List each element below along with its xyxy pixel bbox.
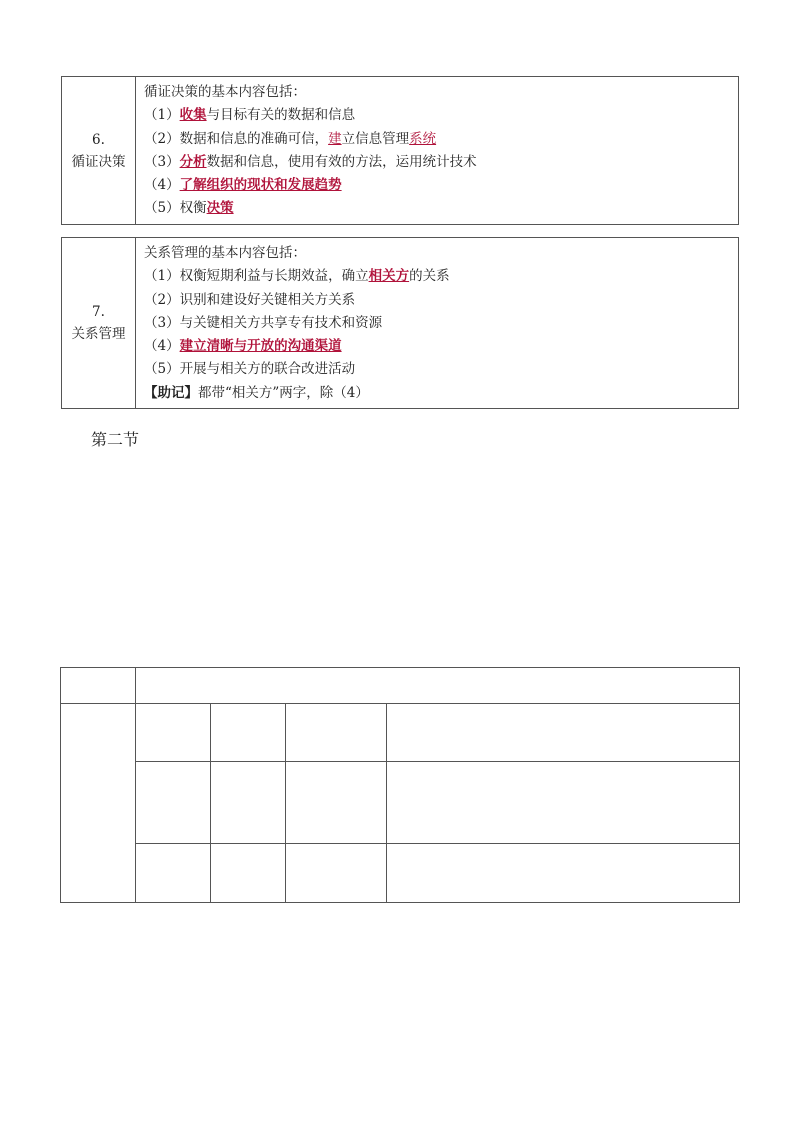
principle-7-item-5: （5）开展与相关方的联合改进活动 — [144, 361, 356, 378]
table-cell — [211, 844, 286, 903]
mnemonic-label: 【助记】 — [144, 384, 198, 401]
principle-7-content — [136, 238, 738, 408]
principle-7-label — [62, 238, 136, 408]
table-cell — [387, 844, 740, 903]
principle-6-item-5: （5）权衡决策 — [144, 200, 234, 217]
table-cell — [136, 844, 211, 903]
table-cell — [286, 762, 387, 844]
highlight-keyword: 系统 — [409, 130, 437, 147]
table-row — [61, 762, 740, 844]
table-cell — [286, 844, 387, 903]
principle-6-box — [61, 76, 739, 225]
highlight-keyword: 建 — [328, 130, 342, 147]
empty-grid-table — [60, 667, 740, 903]
principle-6-item-1: （1）收集与目标有关的数据和信息 — [144, 107, 356, 124]
table-cell — [211, 704, 286, 762]
principle-6-number: 6. — [92, 131, 105, 148]
principle-7-item-3: （3）与关键相关方共享专有技术和资源 — [144, 314, 383, 331]
principle-6-label — [62, 77, 136, 224]
highlight-keyword: 相关方 — [368, 268, 410, 285]
principle-6-name: 循证决策 — [71, 153, 126, 170]
principle-7-item-2: （2）识别和建设好关键相关方关系 — [144, 291, 356, 308]
principle-7-intro: 关系管理的基本内容包括： — [144, 245, 306, 261]
table-cell — [136, 668, 740, 704]
mnemonic-text: 都带“相关方”两字，除（4） — [198, 384, 369, 401]
table-cell — [136, 762, 211, 844]
principle-6-item-3: （3）分析数据和信息，使用有效的方法，运用统计技术 — [144, 153, 477, 170]
table-cell — [286, 704, 387, 762]
table-cell — [136, 704, 211, 762]
table-row — [61, 668, 740, 704]
principle-7-number: 7. — [92, 304, 105, 320]
principle-6-content — [136, 77, 738, 224]
table-cell — [387, 704, 740, 762]
section-title: 第二节 — [91, 430, 140, 449]
table-cell — [61, 704, 136, 903]
principle-7-box — [61, 237, 739, 409]
table-row — [61, 844, 740, 903]
principle-6-item-4: （4）了解组织的现状和发展趋势 — [144, 177, 342, 194]
table-cell — [387, 762, 740, 844]
principle-7-item-4: （4）建立清晰与开放的沟通渠道 — [144, 338, 342, 355]
principle-7-item-1: （1）权衡短期利益与长期效益，确立相关方的关系 — [144, 268, 450, 285]
highlight-keyword: 了解组织的现状和发展趋势 — [179, 177, 342, 194]
principle-7-name: 关系管理 — [71, 326, 126, 342]
principle-6-item-2: （2）数据和信息的准确可信，建立信息管理系统 — [144, 130, 437, 147]
highlight-keyword: 决策 — [206, 200, 234, 217]
table-cell — [211, 762, 286, 844]
principle-7-mnemonic — [144, 382, 730, 405]
highlight-keyword: 建立清晰与开放的沟通渠道 — [179, 338, 342, 355]
highlight-keyword: 收集 — [179, 107, 207, 124]
highlight-keyword: 分析 — [179, 153, 207, 170]
principle-6-intro: 循证决策的基本内容包括： — [144, 84, 306, 100]
table-row — [61, 704, 740, 762]
table-cell — [61, 668, 136, 704]
